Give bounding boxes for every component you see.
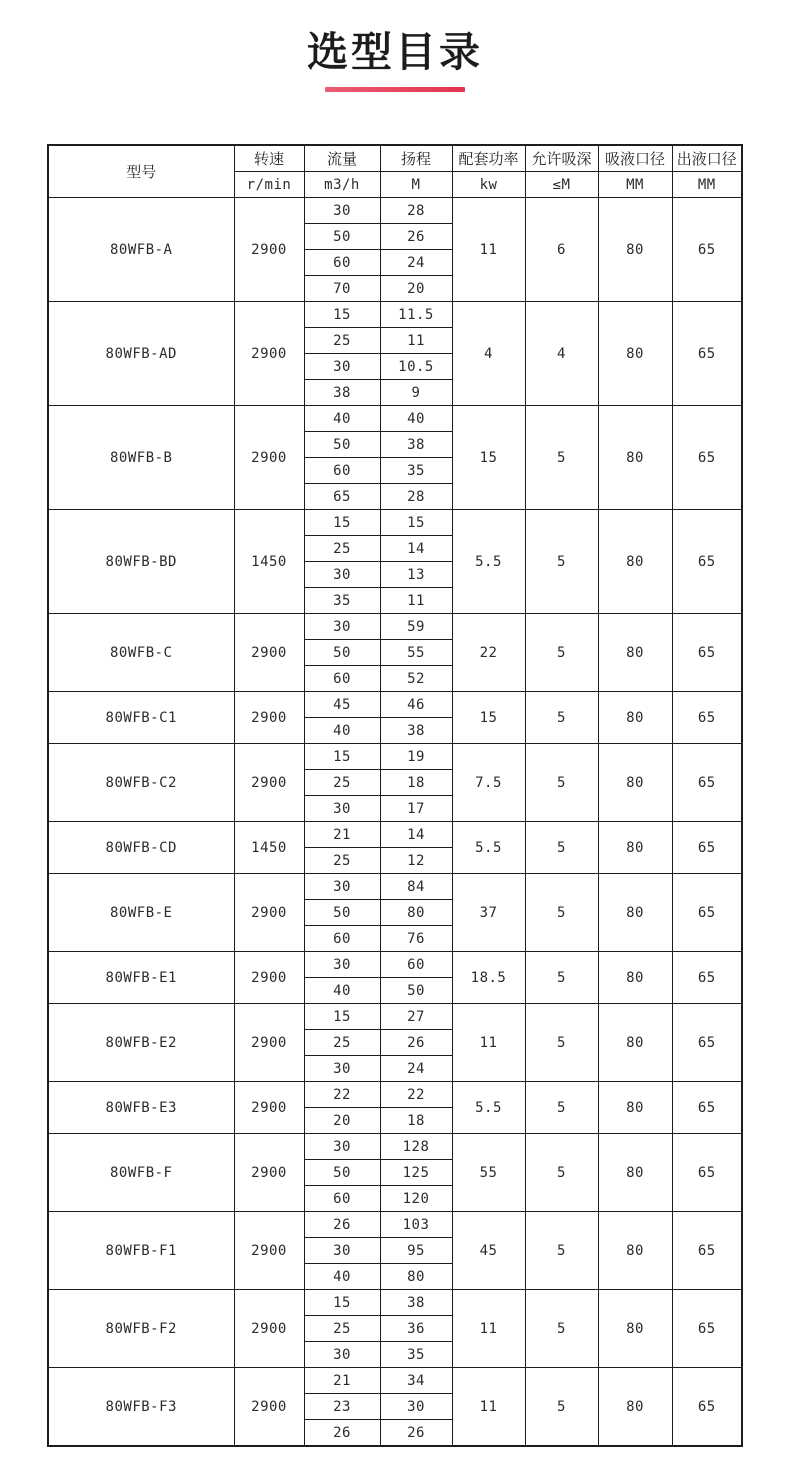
- power-cell: 11: [452, 1004, 525, 1082]
- head-cell: 80: [380, 900, 452, 926]
- suction-depth-cell: 5: [525, 406, 598, 510]
- model-cell: 80WFB-F: [48, 1134, 234, 1212]
- suction-depth-cell: 5: [525, 1290, 598, 1368]
- model-cell: 80WFB-E1: [48, 952, 234, 1004]
- flow-cell: 50: [304, 1160, 380, 1186]
- col-header-label: 允许吸深: [525, 145, 598, 172]
- inlet-diameter-cell: 80: [598, 614, 672, 692]
- head-cell: 55: [380, 640, 452, 666]
- suction-depth-cell: 5: [525, 692, 598, 744]
- inlet-diameter-cell: 80: [598, 406, 672, 510]
- flow-cell: 25: [304, 770, 380, 796]
- inlet-diameter-cell: 80: [598, 952, 672, 1004]
- table-header: [48, 145, 742, 198]
- power-cell: 11: [452, 198, 525, 302]
- head-cell: 18: [380, 1108, 452, 1134]
- flow-cell: 40: [304, 406, 380, 432]
- col-header-label: 配套功率: [452, 145, 525, 172]
- table-row: [48, 614, 742, 640]
- table-row: [48, 510, 742, 536]
- suction-depth-cell: 5: [525, 614, 598, 692]
- outlet-diameter-cell: 65: [672, 1082, 742, 1134]
- head-cell: 76: [380, 926, 452, 952]
- model-header: 型号: [48, 145, 234, 198]
- speed-cell: 1450: [234, 822, 304, 874]
- flow-cell: 26: [304, 1212, 380, 1238]
- outlet-diameter-cell: 65: [672, 1368, 742, 1447]
- head-cell: 13: [380, 562, 452, 588]
- head-cell: 14: [380, 536, 452, 562]
- head-cell: 28: [380, 484, 452, 510]
- flow-cell: 50: [304, 432, 380, 458]
- power-cell: 37: [452, 874, 525, 952]
- suction-depth-cell: 5: [525, 952, 598, 1004]
- flow-cell: 60: [304, 250, 380, 276]
- outlet-diameter-cell: 65: [672, 614, 742, 692]
- catalog-table: [47, 144, 743, 1447]
- speed-cell: 2900: [234, 406, 304, 510]
- model-cell: 80WFB-BD: [48, 510, 234, 614]
- speed-cell: 1450: [234, 510, 304, 614]
- head-cell: 26: [380, 224, 452, 250]
- flow-cell: 60: [304, 458, 380, 484]
- col-header-unit: m3/h: [304, 172, 380, 198]
- inlet-diameter-cell: 80: [598, 1134, 672, 1212]
- flow-cell: 30: [304, 1134, 380, 1160]
- power-cell: 5.5: [452, 1082, 525, 1134]
- table-row: [48, 874, 742, 900]
- head-cell: 95: [380, 1238, 452, 1264]
- suction-depth-cell: 5: [525, 822, 598, 874]
- flow-cell: 30: [304, 562, 380, 588]
- suction-depth-cell: 5: [525, 874, 598, 952]
- model-cell: 80WFB-E: [48, 874, 234, 952]
- head-cell: 9: [380, 380, 452, 406]
- outlet-diameter-cell: 65: [672, 510, 742, 614]
- head-cell: 24: [380, 1056, 452, 1082]
- table-row: [48, 1368, 742, 1394]
- inlet-diameter-cell: 80: [598, 198, 672, 302]
- flow-cell: 30: [304, 354, 380, 380]
- flow-cell: 60: [304, 926, 380, 952]
- speed-cell: 2900: [234, 952, 304, 1004]
- speed-cell: 2900: [234, 614, 304, 692]
- flow-cell: 21: [304, 1368, 380, 1394]
- head-cell: 12: [380, 848, 452, 874]
- head-cell: 28: [380, 198, 452, 224]
- table-row: [48, 406, 742, 432]
- flow-cell: 30: [304, 614, 380, 640]
- head-cell: 120: [380, 1186, 452, 1212]
- head-cell: 59: [380, 614, 452, 640]
- title-underline: [325, 87, 465, 92]
- head-cell: 35: [380, 1342, 452, 1368]
- power-cell: 5.5: [452, 822, 525, 874]
- head-cell: 38: [380, 1290, 452, 1316]
- model-cell: 80WFB-E3: [48, 1082, 234, 1134]
- inlet-diameter-cell: 80: [598, 302, 672, 406]
- table-row: [48, 952, 742, 978]
- head-cell: 46: [380, 692, 452, 718]
- model-cell: 80WFB-E2: [48, 1004, 234, 1082]
- inlet-diameter-cell: 80: [598, 1368, 672, 1447]
- flow-cell: 50: [304, 900, 380, 926]
- power-cell: 22: [452, 614, 525, 692]
- flow-cell: 26: [304, 1420, 380, 1447]
- flow-cell: 23: [304, 1394, 380, 1420]
- power-cell: 5.5: [452, 510, 525, 614]
- speed-cell: 2900: [234, 1134, 304, 1212]
- suction-depth-cell: 5: [525, 510, 598, 614]
- table-row: [48, 302, 742, 328]
- inlet-diameter-cell: 80: [598, 1290, 672, 1368]
- power-cell: 15: [452, 692, 525, 744]
- table-row: [48, 822, 742, 848]
- outlet-diameter-cell: 65: [672, 1212, 742, 1290]
- head-cell: 11.5: [380, 302, 452, 328]
- outlet-diameter-cell: 65: [672, 302, 742, 406]
- flow-cell: 25: [304, 536, 380, 562]
- speed-cell: 2900: [234, 198, 304, 302]
- suction-depth-cell: 5: [525, 1368, 598, 1447]
- flow-cell: 15: [304, 510, 380, 536]
- head-cell: 15: [380, 510, 452, 536]
- flow-cell: 40: [304, 1264, 380, 1290]
- head-cell: 38: [380, 718, 452, 744]
- col-header-label: 扬程: [380, 145, 452, 172]
- inlet-diameter-cell: 80: [598, 1004, 672, 1082]
- suction-depth-cell: 5: [525, 744, 598, 822]
- col-header-unit: r/min: [234, 172, 304, 198]
- flow-cell: 50: [304, 224, 380, 250]
- flow-cell: 20: [304, 1108, 380, 1134]
- head-cell: 18: [380, 770, 452, 796]
- flow-cell: 70: [304, 276, 380, 302]
- table-row: [48, 1212, 742, 1238]
- head-cell: 17: [380, 796, 452, 822]
- power-cell: 4: [452, 302, 525, 406]
- page-title: 选型目录: [307, 28, 483, 76]
- col-header-unit: MM: [672, 172, 742, 198]
- speed-cell: 2900: [234, 692, 304, 744]
- power-cell: 11: [452, 1368, 525, 1447]
- speed-cell: 2900: [234, 1368, 304, 1447]
- flow-cell: 35: [304, 588, 380, 614]
- table-row: [48, 1290, 742, 1316]
- table-row: [48, 692, 742, 718]
- power-cell: 18.5: [452, 952, 525, 1004]
- suction-depth-cell: 6: [525, 198, 598, 302]
- flow-cell: 25: [304, 1030, 380, 1056]
- model-cell: 80WFB-CD: [48, 822, 234, 874]
- flow-cell: 40: [304, 978, 380, 1004]
- flow-cell: 30: [304, 874, 380, 900]
- col-header-unit: M: [380, 172, 452, 198]
- head-cell: 22: [380, 1082, 452, 1108]
- flow-cell: 50: [304, 640, 380, 666]
- col-header-unit: kw: [452, 172, 525, 198]
- outlet-diameter-cell: 65: [672, 874, 742, 952]
- inlet-diameter-cell: 80: [598, 510, 672, 614]
- flow-cell: 15: [304, 302, 380, 328]
- flow-cell: 15: [304, 744, 380, 770]
- table-row: [48, 1082, 742, 1108]
- head-cell: 26: [380, 1420, 452, 1447]
- head-cell: 36: [380, 1316, 452, 1342]
- flow-cell: 30: [304, 1342, 380, 1368]
- flow-cell: 30: [304, 1238, 380, 1264]
- table-body: [48, 198, 742, 1447]
- outlet-diameter-cell: 65: [672, 406, 742, 510]
- head-cell: 38: [380, 432, 452, 458]
- speed-cell: 2900: [234, 1082, 304, 1134]
- speed-cell: 2900: [234, 1212, 304, 1290]
- head-cell: 34: [380, 1368, 452, 1394]
- flow-cell: 15: [304, 1290, 380, 1316]
- header-row-labels: [48, 145, 742, 172]
- model-cell: 80WFB-F2: [48, 1290, 234, 1368]
- power-cell: 11: [452, 1290, 525, 1368]
- suction-depth-cell: 4: [525, 302, 598, 406]
- col-header-label: 流量: [304, 145, 380, 172]
- model-cell: 80WFB-AD: [48, 302, 234, 406]
- flow-cell: 22: [304, 1082, 380, 1108]
- head-cell: 50: [380, 978, 452, 1004]
- suction-depth-cell: 5: [525, 1134, 598, 1212]
- col-header-label: 出液口径: [672, 145, 742, 172]
- model-cell: 80WFB-F1: [48, 1212, 234, 1290]
- outlet-diameter-cell: 65: [672, 1004, 742, 1082]
- inlet-diameter-cell: 80: [598, 1212, 672, 1290]
- flow-cell: 38: [304, 380, 380, 406]
- outlet-diameter-cell: 65: [672, 1290, 742, 1368]
- suction-depth-cell: 5: [525, 1212, 598, 1290]
- head-cell: 27: [380, 1004, 452, 1030]
- speed-cell: 2900: [234, 302, 304, 406]
- head-cell: 10.5: [380, 354, 452, 380]
- flow-cell: 30: [304, 952, 380, 978]
- table-row: [48, 198, 742, 224]
- flow-cell: 40: [304, 718, 380, 744]
- suction-depth-cell: 5: [525, 1082, 598, 1134]
- head-cell: 19: [380, 744, 452, 770]
- flow-cell: 30: [304, 198, 380, 224]
- col-header-label: 转速: [234, 145, 304, 172]
- outlet-diameter-cell: 65: [672, 822, 742, 874]
- head-cell: 40: [380, 406, 452, 432]
- inlet-diameter-cell: 80: [598, 822, 672, 874]
- power-cell: 45: [452, 1212, 525, 1290]
- flow-cell: 30: [304, 1056, 380, 1082]
- head-cell: 24: [380, 250, 452, 276]
- head-cell: 11: [380, 328, 452, 354]
- table-row: [48, 1004, 742, 1030]
- outlet-diameter-cell: 65: [672, 744, 742, 822]
- flow-cell: 21: [304, 822, 380, 848]
- table-row: [48, 744, 742, 770]
- inlet-diameter-cell: 80: [598, 744, 672, 822]
- speed-cell: 2900: [234, 1290, 304, 1368]
- speed-cell: 2900: [234, 1004, 304, 1082]
- outlet-diameter-cell: 65: [672, 1134, 742, 1212]
- flow-cell: 60: [304, 1186, 380, 1212]
- col-header-label: 吸液口径: [598, 145, 672, 172]
- power-cell: 15: [452, 406, 525, 510]
- inlet-diameter-cell: 80: [598, 692, 672, 744]
- flow-cell: 25: [304, 328, 380, 354]
- head-cell: 30: [380, 1394, 452, 1420]
- speed-cell: 2900: [234, 744, 304, 822]
- model-cell: 80WFB-A: [48, 198, 234, 302]
- outlet-diameter-cell: 65: [672, 952, 742, 1004]
- model-cell: 80WFB-C1: [48, 692, 234, 744]
- table-row: [48, 1134, 742, 1160]
- inlet-diameter-cell: 80: [598, 1082, 672, 1134]
- col-header-unit: MM: [598, 172, 672, 198]
- speed-cell: 2900: [234, 874, 304, 952]
- flow-cell: 25: [304, 848, 380, 874]
- flow-cell: 60: [304, 666, 380, 692]
- model-cell: 80WFB-C2: [48, 744, 234, 822]
- col-header-unit: ≤M: [525, 172, 598, 198]
- outlet-diameter-cell: 65: [672, 198, 742, 302]
- power-cell: 55: [452, 1134, 525, 1212]
- model-cell: 80WFB-F3: [48, 1368, 234, 1447]
- head-cell: 80: [380, 1264, 452, 1290]
- head-cell: 11: [380, 588, 452, 614]
- power-cell: 7.5: [452, 744, 525, 822]
- head-cell: 52: [380, 666, 452, 692]
- head-cell: 14: [380, 822, 452, 848]
- head-cell: 26: [380, 1030, 452, 1056]
- head-cell: 103: [380, 1212, 452, 1238]
- flow-cell: 30: [304, 796, 380, 822]
- suction-depth-cell: 5: [525, 1004, 598, 1082]
- flow-cell: 45: [304, 692, 380, 718]
- flow-cell: 15: [304, 1004, 380, 1030]
- head-cell: 128: [380, 1134, 452, 1160]
- flow-cell: 65: [304, 484, 380, 510]
- head-cell: 35: [380, 458, 452, 484]
- outlet-diameter-cell: 65: [672, 692, 742, 744]
- head-cell: 60: [380, 952, 452, 978]
- model-cell: 80WFB-C: [48, 614, 234, 692]
- inlet-diameter-cell: 80: [598, 874, 672, 952]
- head-cell: 125: [380, 1160, 452, 1186]
- model-cell: 80WFB-B: [48, 406, 234, 510]
- head-cell: 84: [380, 874, 452, 900]
- flow-cell: 25: [304, 1316, 380, 1342]
- head-cell: 20: [380, 276, 452, 302]
